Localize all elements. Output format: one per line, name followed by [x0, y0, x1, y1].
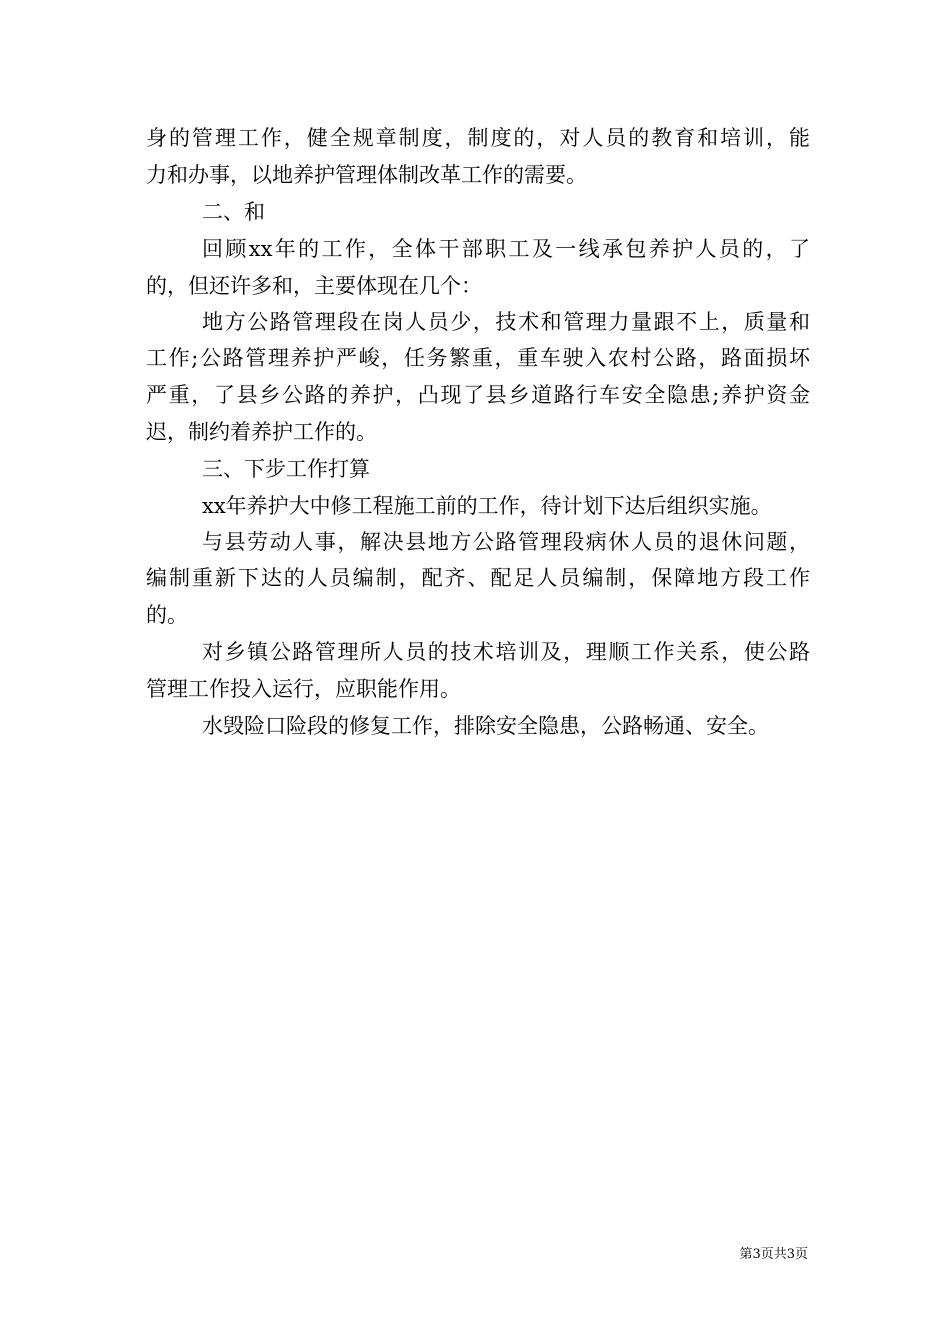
paragraph-line: 地方公路管理段在岗人员少，技术和管理力量跟不上，质量和 [202, 310, 810, 334]
paragraph-line: 管理工作投入运行，应职能作用。 [146, 677, 461, 701]
paragraph-line: 编制重新下达的人员编制，配齐、配足人员编制，保障地方段工作 [146, 566, 810, 590]
paragraph-line: xx年养护大中修工程施工前的工作，待计划下达后组织实施。 [202, 494, 772, 518]
paragraph-line: 回顾xx年的工作，全体干部职工及一线承包养护人员的，了 [202, 237, 810, 261]
section-heading: 二、和 [202, 200, 265, 224]
paragraph-line: 的，但还许多和，主要体现在几个： [146, 274, 482, 298]
paragraph-line: 与县劳动人事，解决县地方公路管理段病休人员的退休问题， [202, 530, 810, 554]
paragraph-line: 工作;公路管理养护严峻，任务繁重，重车驶入农村公路，路面损坏 [146, 346, 810, 370]
paragraph-line: 身的管理工作，健全规章制度，制度的，对人员的教育和培训，能 [146, 126, 810, 150]
paragraph-line: 对乡镇公路管理所人员的技术培训及，理顺工作关系，使公路 [202, 640, 810, 664]
section-heading: 三、下步工作打算 [202, 457, 370, 481]
paragraph-line: 迟，制约着养护工作的。 [146, 420, 377, 444]
paragraph-line: 水毁险口险段的修复工作，排除安全隐患，公路畅通、安全。 [202, 714, 769, 738]
paragraph-line: 力和办事，以地养护管理体制改革工作的需要。 [146, 163, 587, 187]
page-number: 第3页共3页 [739, 1247, 808, 1262]
paragraph-line: 的。 [146, 603, 188, 627]
paragraph-line: 严重，了县乡公路的养护，凸现了县乡道路行车安全隐患;养护资金 [146, 383, 810, 407]
